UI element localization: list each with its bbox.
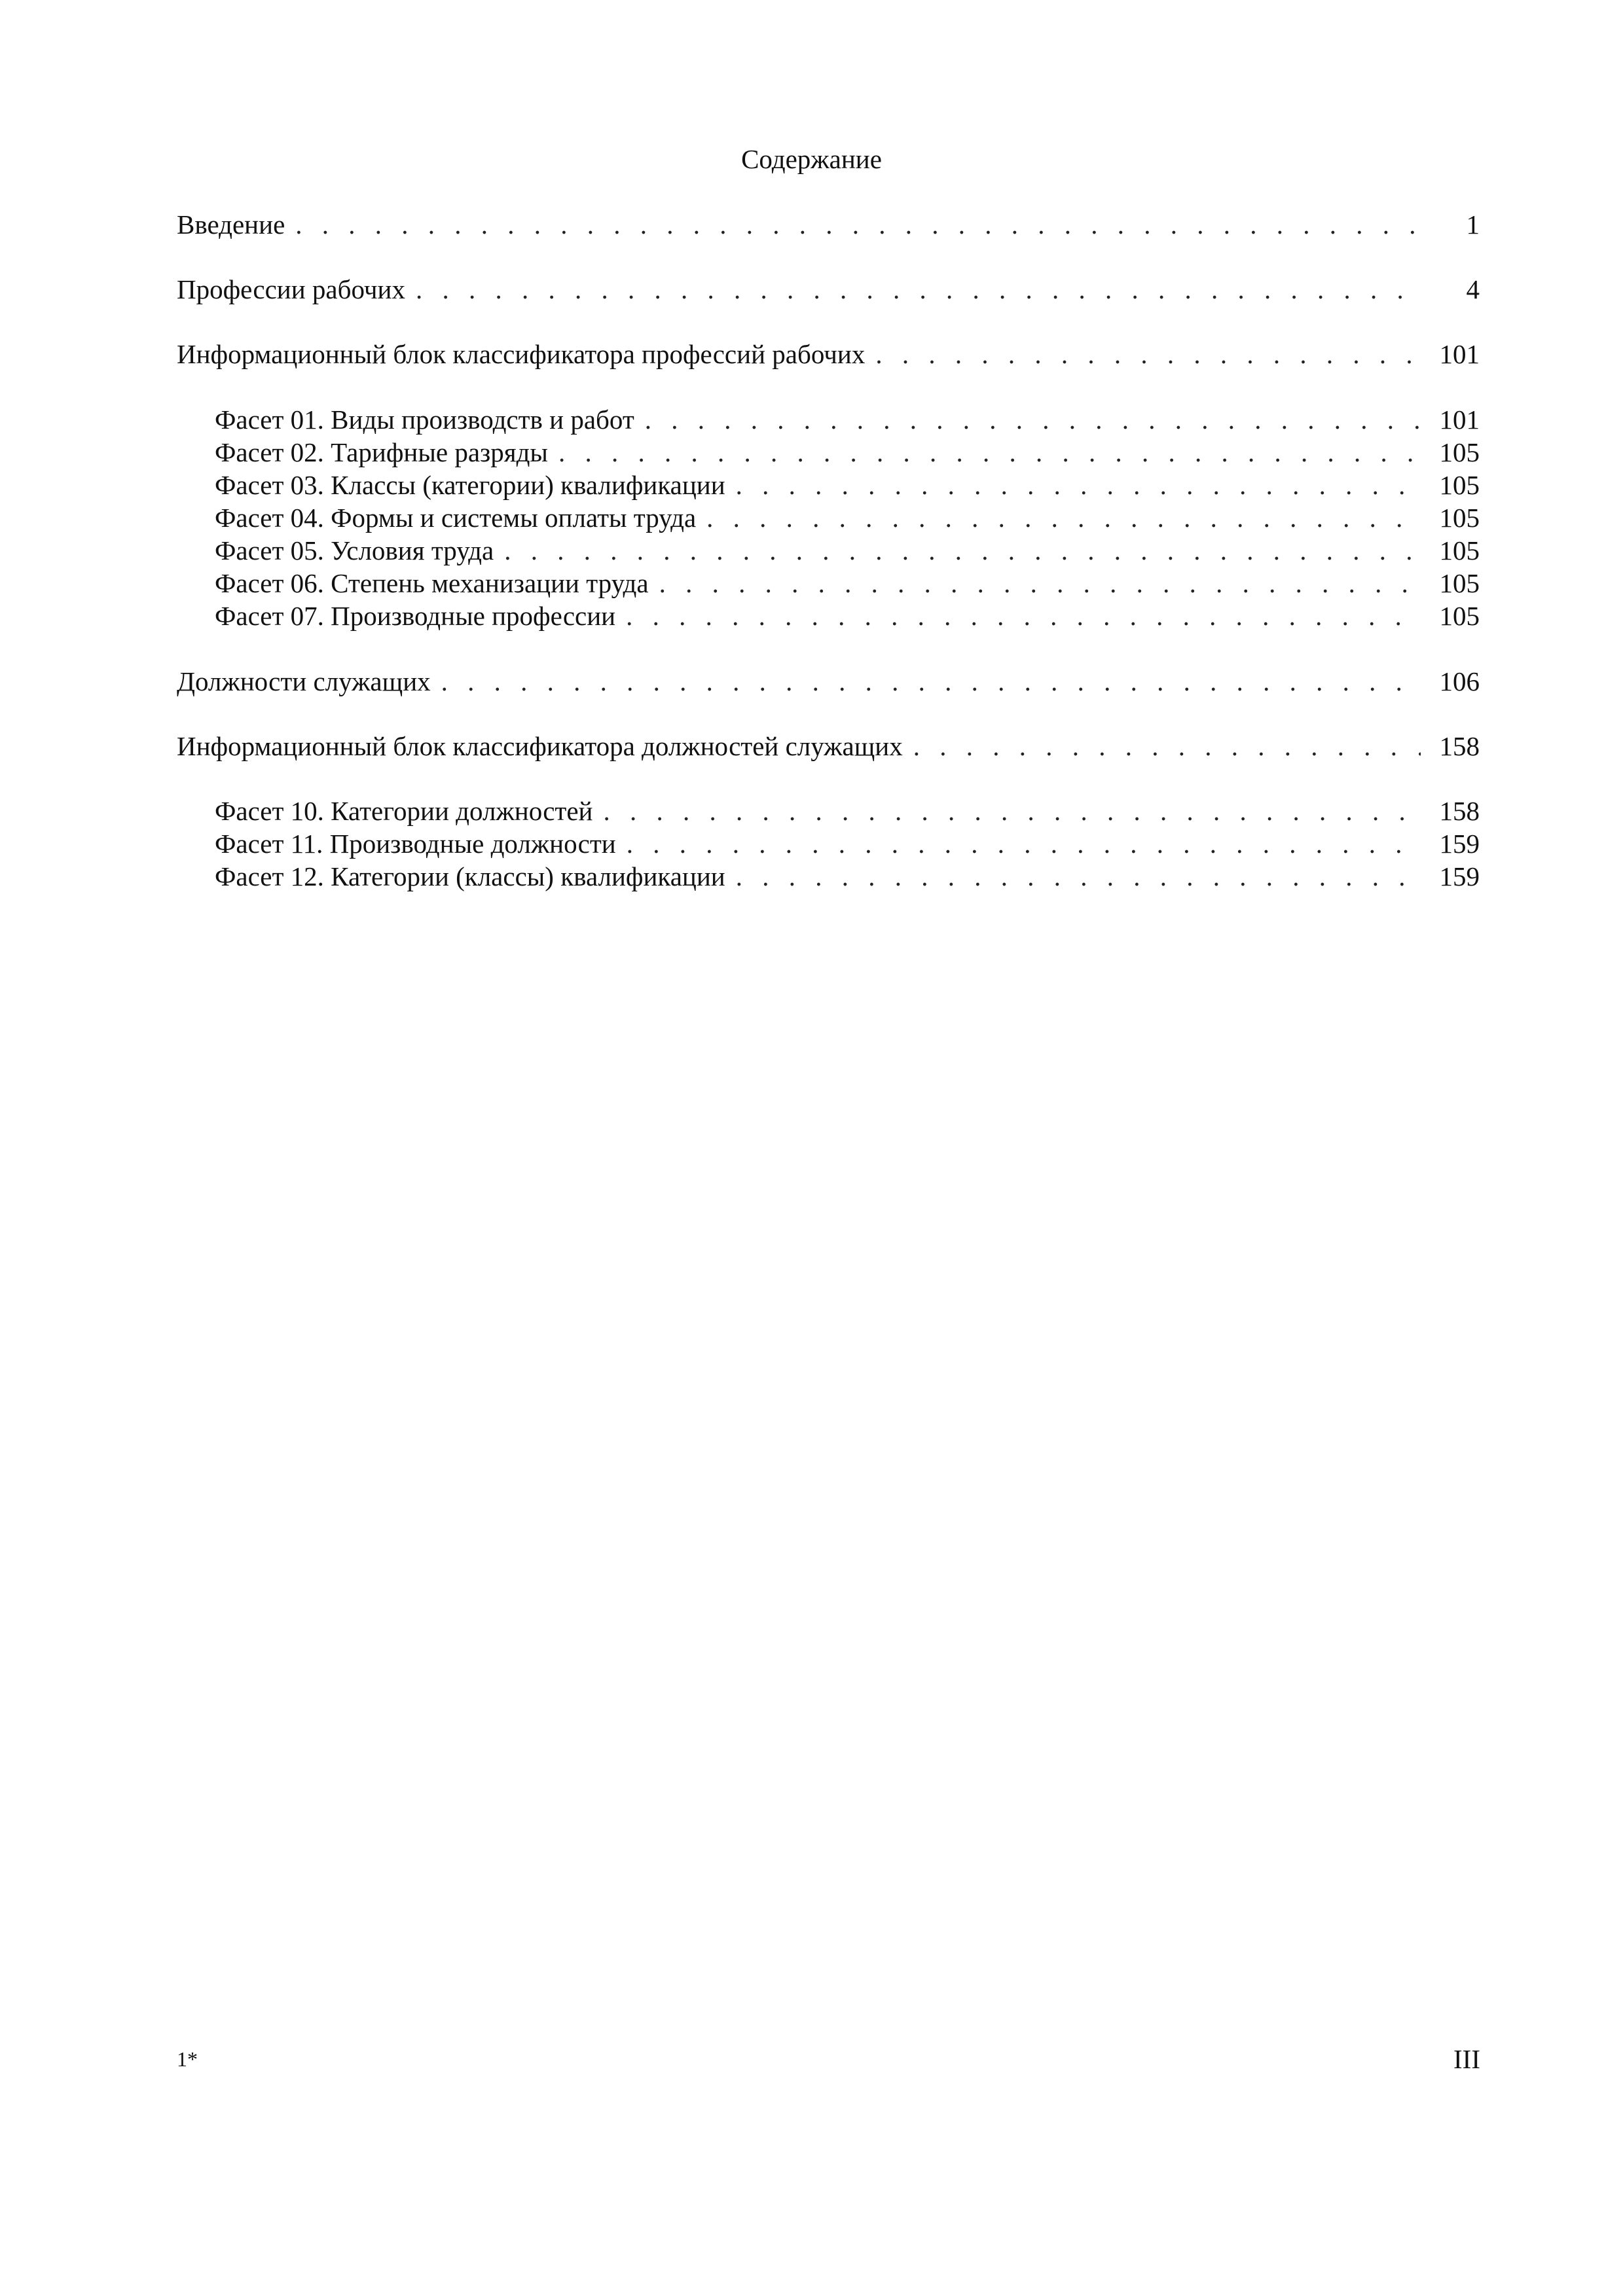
toc-entry-label: Фасет 06. Степень механизации труда — [215, 568, 649, 598]
page-number: III — [1453, 2044, 1480, 2074]
dot-leader — [603, 795, 1421, 827]
dot-leader — [626, 600, 1421, 632]
toc-subentry[interactable] — [215, 501, 1480, 534]
dot-leader — [627, 827, 1421, 860]
toc-entry-label: Фасет 07. Производные профессии — [215, 601, 616, 631]
toc-entry-label: Профессии рабочих — [177, 274, 405, 304]
toc-entry-page: 101 — [1439, 339, 1480, 369]
toc-entry-worker-professions[interactable] — [177, 273, 1480, 306]
toc-entry-page: 105 — [1439, 568, 1480, 598]
toc-entry-page: 105 — [1439, 535, 1480, 565]
toc-subentry[interactable] — [215, 827, 1480, 860]
toc-entry-label: Фасет 04. Формы и системы оплаты труда — [215, 503, 697, 533]
toc-entry-label: Информационный блок классификатора профессий рабочих — [177, 339, 866, 369]
dot-leader — [875, 338, 1421, 370]
toc-entry-page: 105 — [1439, 601, 1480, 631]
toc-entry-page: 106 — [1439, 666, 1480, 696]
dot-leader — [645, 403, 1421, 436]
dot-leader — [558, 436, 1421, 469]
toc-entry-page: 105 — [1439, 503, 1480, 533]
toc-subentry[interactable] — [215, 534, 1480, 567]
dot-leader — [416, 273, 1421, 306]
toc-entry-page: 1 — [1466, 209, 1480, 240]
toc-entry-label: Фасет 05. Условия труда — [215, 535, 494, 565]
dot-leader — [913, 730, 1421, 762]
toc-subentry[interactable] — [215, 469, 1480, 501]
toc-subentry[interactable] — [215, 795, 1480, 827]
toc-entry-label: Введение — [177, 209, 285, 240]
toc-entry-employee-info-block[interactable] — [177, 730, 1480, 762]
toc-entry-label: Фасет 11. Производные должности — [215, 829, 616, 859]
toc-entry-label: Фасет 01. Виды производств и работ — [215, 404, 634, 435]
toc-entry-page: 158 — [1439, 731, 1480, 761]
toc-entry-page: 105 — [1439, 437, 1480, 467]
toc-entry-page: 159 — [1439, 829, 1480, 859]
dot-leader — [295, 208, 1421, 241]
toc-entry-employee-positions[interactable] — [177, 665, 1480, 698]
footer-signature-mark: 1* — [177, 2047, 198, 2071]
dot-leader — [441, 665, 1421, 698]
toc-entry-page: 159 — [1439, 861, 1480, 891]
toc-entry-label: Фасет 10. Категории должностей — [215, 796, 593, 826]
toc-subentry[interactable] — [215, 600, 1480, 632]
toc-entry-introduction[interactable] — [177, 208, 1480, 241]
toc-entry-page: 105 — [1439, 470, 1480, 500]
dot-leader — [706, 501, 1421, 534]
toc-subentry[interactable] — [215, 436, 1480, 469]
toc-subentry[interactable] — [215, 403, 1480, 436]
toc-entry-label: Информационный блок классификатора должностей служащих — [177, 731, 903, 761]
toc-entry-label: Фасет 03. Классы (категории) квалификации — [215, 470, 725, 500]
toc-subentry[interactable] — [215, 860, 1480, 893]
dot-leader — [504, 534, 1421, 567]
toc-entry-page: 4 — [1466, 274, 1480, 304]
toc-entry-label: Должности служащих — [177, 666, 431, 696]
toc-subentry[interactable] — [215, 567, 1480, 600]
toc-entry-label: Фасет 12. Категории (классы) квалификации — [215, 861, 725, 891]
toc-entry-label: Фасет 02. Тарифные разряды — [215, 437, 548, 467]
dot-leader — [736, 469, 1421, 501]
dot-leader — [659, 567, 1421, 600]
dot-leader — [736, 860, 1421, 893]
toc-entry-page: 158 — [1439, 796, 1480, 826]
toc-title: Содержание — [741, 144, 882, 174]
toc-entry-page: 101 — [1439, 404, 1480, 435]
toc-entry-worker-info-block[interactable] — [177, 338, 1480, 370]
